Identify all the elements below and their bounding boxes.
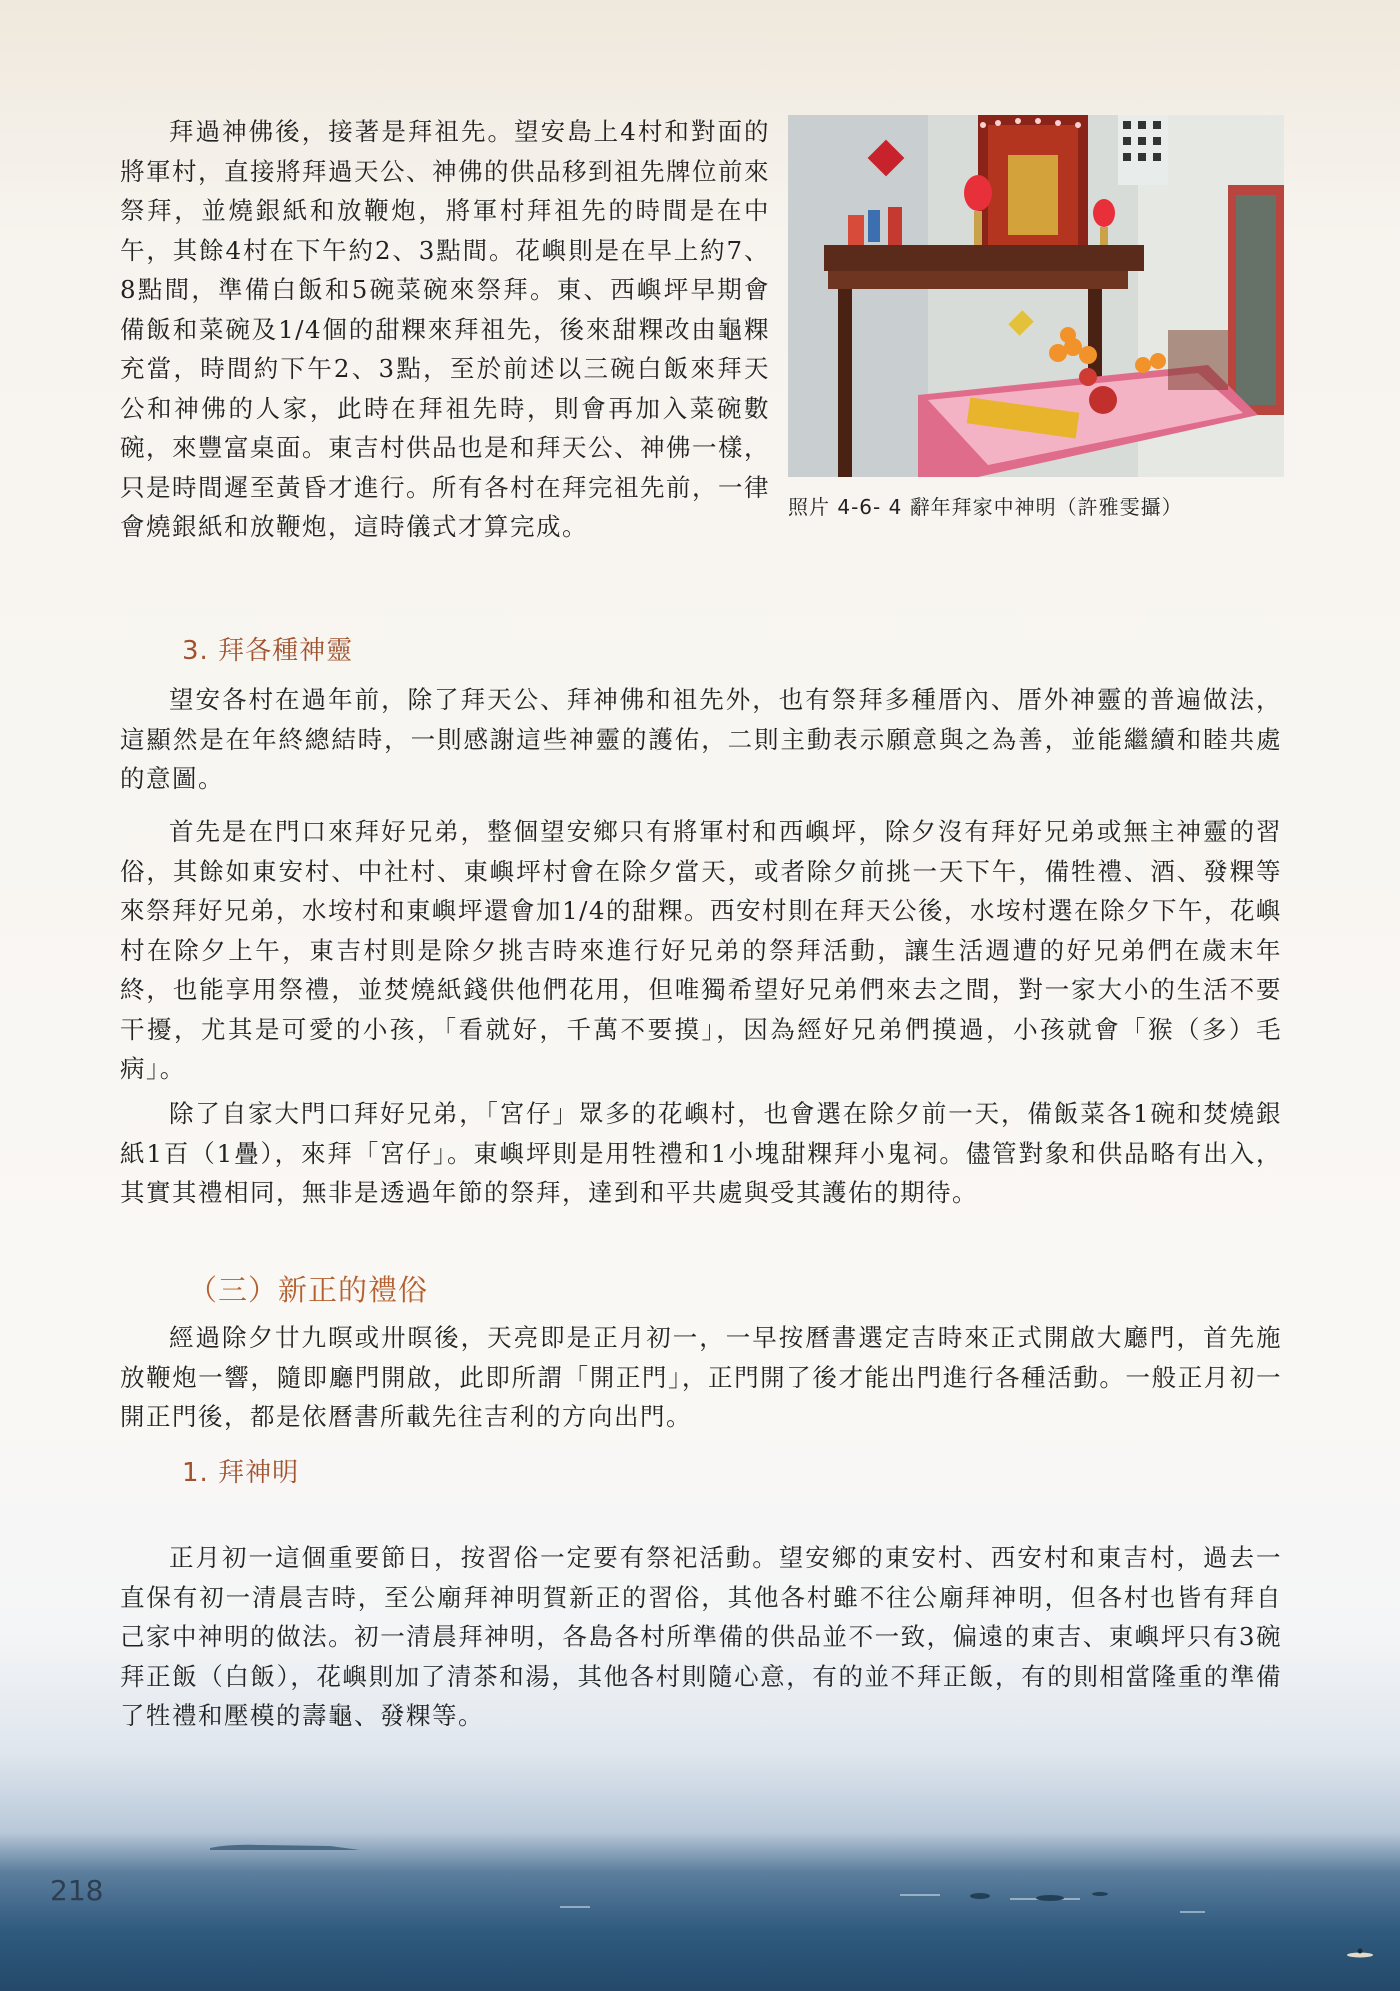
paragraph-good-brothers: 首先是在門口來拜好兄弟，整個望安鄉只有將軍村和西嶼坪，除夕沒有拜好兄弟或無主神靈的習俗，其餘如東安村、中社村、東嶼坪村會在除夕當天，或者除夕前挑一天下午，備牲禮、酒、發粿等來祭拜好兄弟，水垵村和東嶼坪還會加1/4的甜粿。西安村則在拜天公後，水垵村選在除夕下午，花嶼村在除夕上午，東吉村則是除夕挑吉時來進行好兄弟的祭拜活動，讓生活週遭的好兄弟們在歲末年終，也能享用祭禮，並焚燒紙錢供他們花用，但唯獨希望好兄弟們來去之間，對一家大小的生活不要干擾，尤其是可愛的小孩，「看就好，千萬不要摸」，因為經好兄弟們摸過，小孩就會「猴（多）毛病」。: [120, 817, 1282, 1083]
photo-caption: 照片 4-6- 4 辭年拜家中神明（許雅雯攝）: [788, 495, 1183, 519]
sea-background-image: [0, 1836, 1400, 1991]
paragraph-first-day-worship: 正月初一這個重要節日，按習俗一定要有祭祀活動。望安鄉的東安村、西安村和東吉村，過去一直保有初一清晨吉時，至公廟拜神明賀新正的習俗，其他各村雖不往公廟拜神明，但各村也皆有拜自己家中神明的做法。初一清晨拜神明，各島各村所準備的供品並不一致，偏遠的東吉、東嶼坪只有3碗拜正飯（白飯），花嶼則加了清茶和湯，其他各村則隨心意，有的並不拜正飯，有的則相當隆重的準備了牲禮和壓模的壽龜、發粿等。: [120, 1543, 1282, 1730]
section-heading-worship-deities: 1. 拜神明: [182, 1458, 300, 1488]
intro-paragraph: 拜過神佛後，接著是拜祖先。望安島上4村和對面的將軍村，直接將拜過天公、神佛的供品移到祖先牌位前來祭拜，並燒銀紙和放鞭炮，將軍村拜祖先的時間是在中午，其餘4村在下午約2、3點間。花嶼則是在早上約7、8點間，準備白飯和5碗菜碗來祭拜。東、西嶼坪早期會備飯和菜碗及1/4個的甜粿來拜祖先，後來甜粿改由龜粿充當，時間約下午2、3點，至於前述以三碗白飯來拜天公和神佛的人家，此時在拜祖先時，則會再加入菜碗數碗，來豐富桌面。東吉村供品也是和拜天公、神佛一樣，只是時間遲至黃昏才進行。所有各村在拜完祖先前，一律會燒銀紙和放鞭炮，這時儀式才算完成。: [120, 117, 770, 541]
photo-figure: [788, 115, 1284, 520]
altar-photo: [788, 115, 1284, 477]
paragraph-palace-shrines: 除了自家大門口拜好兄弟，「宮仔」眾多的花嶼村，也會選在除夕前一天，備飯菜各1碗和焚燒銀紙1百（1疊），來拜「宮仔」。東嶼坪則是用牲禮和1小塊甜粿拜小鬼祠。儘管對象和供品略有出入，其實其禮相同，無非是透過年節的祭拜，達到和平共處與受其護佑的期待。: [120, 1099, 1282, 1207]
kayak-silhouette: [1346, 1948, 1374, 1958]
page-number: 218: [50, 1874, 104, 1907]
paragraph-spirits-intro: 望安各村在過年前，除了拜天公、拜神佛和祖先外，也有祭拜多種厝內、厝外神靈的普遍做法，這顯然是在年終總結時，一則感謝這些神靈的護佑，二則主動表示願意與之為善，並能繼續和睦共處的意圖。: [120, 685, 1282, 793]
paragraph-open-main-door: 經過除夕廿九暝或卅暝後，天亮即是正月初一，一早按曆書選定吉時來正式開啟大廳門，首先施放鞭炮一響，隨即廳門開啟，此即所謂「開正門」，正門開了後才能出門進行各種活動。一般正月初一開正門後，都是依曆書所載先往吉利的方向出門。: [120, 1323, 1282, 1431]
section-heading-new-year-customs: （三）新正的禮俗: [188, 1273, 429, 1307]
section-heading-3: 3. 拜各種神靈: [182, 636, 354, 666]
